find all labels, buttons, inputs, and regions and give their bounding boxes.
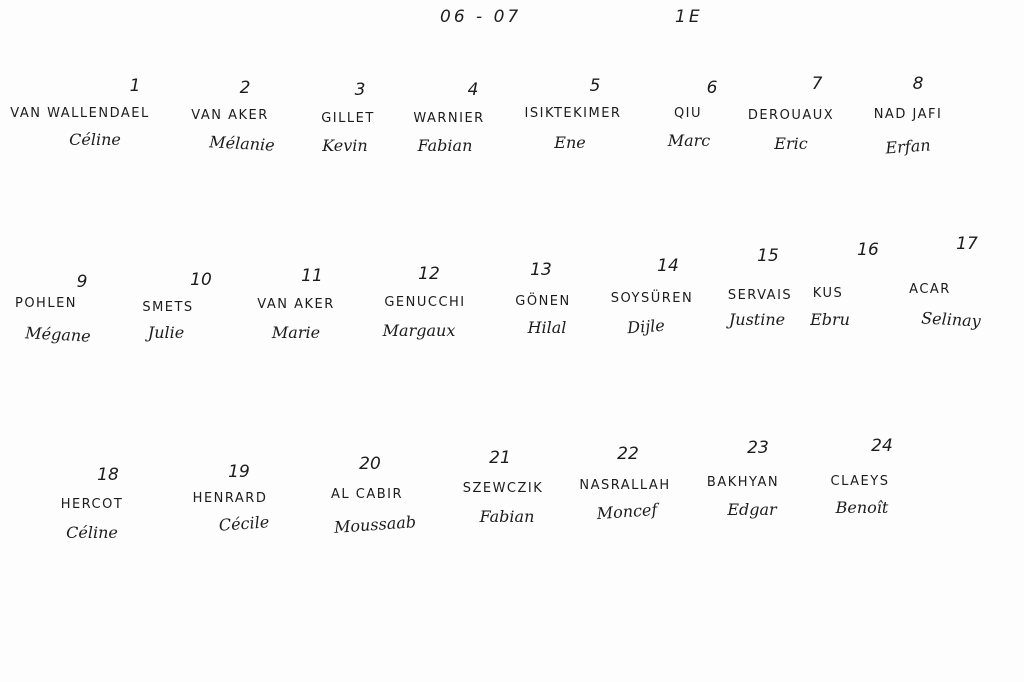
student-number: 5: [589, 76, 601, 96]
student-number: 20: [359, 454, 381, 474]
student-first-name: Margaux: [382, 321, 456, 340]
student-first-name: Ene: [554, 133, 586, 152]
student-last-name: AL CABIR: [330, 487, 404, 502]
student-first-name: Cécile: [218, 512, 270, 535]
student-number: 24: [871, 436, 893, 456]
student-first-name: Fabian: [417, 136, 473, 155]
student-last-name: NASRALLAH: [579, 478, 671, 493]
student-first-name: Julie: [147, 323, 185, 342]
student-first-name: Ebru: [810, 310, 850, 329]
student-first-name: Mélanie: [208, 132, 276, 155]
student-last-name: SERVAIS: [727, 288, 793, 303]
student-first-name: Céline: [69, 130, 121, 149]
student-number: 8: [912, 74, 924, 94]
student-last-name: HENRARD: [192, 491, 268, 506]
student-last-name: SZEWCZIK: [462, 481, 544, 496]
student-last-name: HERCOT: [60, 497, 124, 512]
student-first-name: Erfan: [884, 135, 932, 158]
student-last-name: NAD JAFI: [873, 107, 943, 122]
student-first-name: Mégane: [24, 323, 92, 346]
student-number: 22: [617, 444, 639, 464]
student-number: 6: [706, 78, 718, 98]
student-number: 18: [97, 465, 119, 485]
student-last-name: SOYSÜREN: [610, 291, 694, 306]
student-number: 16: [857, 240, 879, 260]
student-number: 2: [239, 78, 251, 98]
student-first-name: Moncef: [596, 499, 658, 524]
student-last-name: GENUCCHI: [384, 295, 466, 310]
student-last-name: GILLET: [321, 111, 375, 126]
student-number: 11: [301, 266, 323, 286]
student-first-name: Dijle: [626, 315, 666, 338]
student-last-name: VAN AKER: [191, 108, 269, 123]
student-last-name: DEROUAUX: [747, 108, 835, 123]
student-last-name: VAN WALLENDAEL: [10, 106, 150, 121]
student-last-name: KUS: [812, 286, 844, 301]
student-number: 3: [354, 80, 366, 100]
student-last-name: VAN AKER: [257, 297, 335, 312]
student-number: 15: [757, 246, 779, 266]
student-first-name: Hilal: [527, 318, 567, 337]
student-first-name: Marie: [271, 323, 321, 342]
student-number: 23: [747, 438, 769, 458]
sheet-date: 06 - 07: [440, 7, 522, 27]
student-first-name: Edgar: [727, 500, 777, 519]
student-number: 9: [76, 272, 88, 292]
student-last-name: POHLEN: [14, 296, 78, 311]
student-number: 1: [129, 76, 141, 96]
student-number: 19: [228, 462, 250, 482]
student-first-name: Selinay: [920, 308, 982, 331]
student-number: 14: [657, 256, 679, 276]
student-first-name: Justine: [728, 310, 786, 329]
student-first-name: Kevin: [322, 136, 368, 155]
student-last-name: GÖNEN: [515, 294, 571, 309]
student-number: 17: [956, 234, 978, 254]
student-number: 4: [467, 80, 479, 100]
sheet-class: 1E: [675, 7, 703, 27]
student-number: 13: [530, 260, 552, 280]
student-last-name: ACAR: [909, 282, 951, 297]
student-last-name: SMETS: [142, 300, 194, 315]
student-first-name: Céline: [66, 523, 118, 542]
student-number: 21: [489, 448, 511, 468]
student-last-name: WARNIER: [413, 111, 485, 126]
student-first-name: Benoît: [835, 498, 889, 517]
student-first-name: Moussaab: [333, 512, 417, 537]
student-first-name: Eric: [774, 134, 808, 153]
student-last-name: BAKHYAN: [706, 475, 780, 490]
student-last-name: QIU: [673, 106, 703, 121]
student-first-name: Fabian: [479, 507, 535, 526]
student-last-name: ISIKTEKIMER: [524, 106, 622, 121]
student-last-name: CLAEYS: [830, 474, 890, 489]
student-number: 12: [418, 264, 440, 284]
student-number: 7: [811, 74, 823, 94]
student-number: 10: [190, 270, 212, 290]
student-first-name: Marc: [667, 131, 711, 150]
